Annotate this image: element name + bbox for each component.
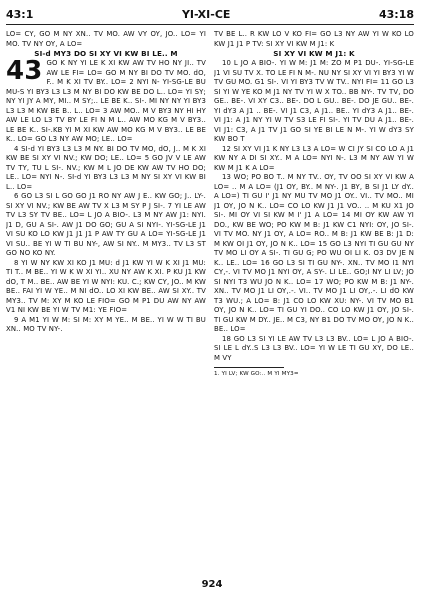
chapter-opening	[6, 59, 206, 145]
paragraph: 9 A M1 YI W M: SI M: XY M YE.. M BE.. YI W W TI BU XN.. MO TV NY-.	[6, 315, 206, 333]
paragraph: 10 L JO A BIO-. YI W M: J1 M: ZO M P1 DU-. YI-SG-LE J1 VI SU TV X. TO LE FI N M-. NU NY SI XY VI YI BY3 YI W TV GU MO. G1 SI-. VI YI BY3 TV W TV.. NYI FI= 11 GO L3 SI YI W YE KO M J1 NY TV YI W X TO.. BB NY-. TV TV, DO GE.. BE-. VI XY C3.. BE-. DO L GU.. BE-. DO JE GU.. BE-. YI dY3 A J1 .. BE-. VI J1 C3, A J1.. BE.. YI dY3 A J1.. BE-. VI J1: A J1 NY YI W TV S3 LE FI SI-. YI TV DU A J1.. BE-. VI J1: C3, A J1 TV J1 GO SI YE BI LE N M-. YI W dY3 SY KW BO T	[214, 59, 414, 143]
header-right-reference: 43:18	[378, 7, 414, 21]
footnote-rule	[214, 367, 284, 368]
header-left-reference: 43:1	[6, 7, 34, 21]
right-column	[214, 30, 414, 574]
paragraph: 18 GO L3 SI YI LE AW TV L3 L3 BV.. LO= L JO A BIO-. SI LE L dY..S L3 L3 BV.. LO= YI W LE TI GU XY, DO LE.. M VY	[214, 334, 414, 362]
footnote: 1. YI LV; KW GO:.. M YI MY3=	[214, 371, 299, 377]
paragraph: LO= CY, GO M NY XN.. TV MO. AW VY OY, JO.. LO= YI MO. TV NY OY, A LO=	[6, 30, 206, 48]
paragraph: GO K NY YI LE K XI KW AW TV HO NY JI.. TV AW LE FI= LO= GO M NY BI DO TV MO. dO, F.. M K XI TV BY.. LO= 2 NYI N- YI-SG-LE BU MU-S YI BY3 L3 L3 M NY BI DO KW BE DO L.. LO= YI SY; NY YI JY A MY, MI.. M SY;.. LE BE K.. SI-. MI NY NY YI BY3 L3 L3 M KW BE B.. L.. LO= 3 AW MO.. M V BY3 NY HI HY AW LE LO L3 TV BY LE FI N M L.. AW MO KG M V BY3.. LE BE K.. SI-.KB YI M XI KW AW MO KG M V BY3.. LE BE K.. LO= GO L3 NY AW MO; LE.. LO=	[6, 59, 206, 143]
running-head	[6, 6, 414, 22]
paragraph: 6 GO L3 SI L GO GO J1 RO NY AW J E.. KW GO; J.. LY-. SI XY VI NV.; KW BE AW TV X L3 M SY P J SI-. 7 YI LE AW TV L3 SY TV BE.. LO= L JO A BIO-. L3 M NY AW J1: NYI. J1 D, GU A SI-. AW J1 DO GO; GU A SI NYI-. YI-SG-LE J1 VI SU KO LO KW J1 J1 J1 P AW TY GU A LO= YI-SG-LE J1 VI SU.. BE YI W TI BU NY-, AW SI NY.. M MY3.. TV L3 ST GO NO KO NY.	[6, 192, 206, 257]
paragraph: 13 WO; PO BO T.. M NY TV.. OY, TV OO SI XY VI KW A LO= .. M A LO= (J1 OY, BY.. M NY-. J1 BY, B SI J1 LY dY.. A LO=) TI GU I' J1 NY MU TV MO J1 OY.. VI.. TV MO.. MI J1 OY, JO N K.. LO= CO LO KW J1 J1 VO.. .. M KU X1 JO SI-. MI OY VI SI KW M I' J1 A LO= 14 MI OY KW AW YI DO., KW BE WO; PO KW M B: J1 KW C1 NYI: OY, JO SI-. VI TV MO. NY J1 OY, A LO= RO.. M B: J1 KW BE B: J1 D: M KW OI J1 OY, JO N K.. LO= 15 GO L3 NYI TI GU GU NY TV MO LI OY A SI-. TI GU G; PO WU OI LI K. O3 DV JE N K.. LE.. LO= 16 GO L3 SI TI GU NY-. XN.. TV MO I1 NYI CY,-. VI TV MO J1 NYI OY, A SY-. LI LE.. GO;I NY LI LV; JO SI NYI T3 WU JO N K.. LO= 17 WO; PO KW M B: J1 NY-. XN.. TV MO J1 LI OY,.-. VI.. TV MO J1 LI OY,.-. LI dO KW T3 WU.; A LO= B: J1 CO LO KW XU: NY-. VI TV MO B1 OY, JO N K.. LO= TI GU YI DO.. CO LO KW J1 OY, JO SI-. TI GU KW M DY.. JE.. M C3, NY B1 DO TV MO OY, JO N K.. BE.. LO=	[214, 173, 414, 333]
header-rule	[6, 24, 414, 25]
text-columns	[6, 30, 414, 574]
paragraph: TV BE L.. R KW LO V KO FI= GO L3 NY AW YI W KO LO KW J1 J1 P TV: SI XY VI KW M J1: K	[214, 30, 414, 48]
left-column	[6, 30, 206, 574]
page-number: 924	[201, 579, 223, 590]
paragraph: 4 SI-d YI BY3 L3 L3 M NY. BI DO TV MO, dO, J.. M K XI KW BE SI XY VI NV.; KW DO; LE.. LO= 5 GO JV V LE AW TV TY, TU L SI-. NV.; KW M L JO DE KW AW TV HO DO; LE.. LO= NYI N-. SI-d YI BY3 L3 L3 M NY SI XY VI KW BI L.. LO=	[6, 144, 206, 191]
section-heading: SI-d MY3 DO SI XY VI KW BI LE.. M	[34, 49, 178, 58]
header-book-title: YI-XI-CE	[181, 7, 231, 21]
chapter-number: 43	[6, 59, 43, 86]
paragraph: 8 YI W NY KW XI KO J1 MU: d J1 KW YI W K XI J1 MU: TI T.. M BE.. YI W K W XI YI.. XU NY AW K XI. P KU J1 KW dO, T M.. BE.. AW BE YI W NYI: KU. C.; KW CY, JO.. M KW BE.. FAI YI W YE.. M NI dO.. LO XI KW BE.. AW SI XY.. TV MY3.. TV M: XY M KO LE FIO= GO M P1 DU AW NY AW V1 NI KW BE YI W TV M1: YE FIO=	[6, 258, 206, 314]
section-heading: SI XY VI KW M J1: K	[273, 49, 355, 58]
paragraph: 12 SI XY VI J1 K NY L3 L3 A LO= W CI JY SI CO LO A J1 KW NY A DI SI XY.. M A LO= NYI N-. L3 M NY AW YI W KW M J1 K A LO=	[214, 144, 414, 172]
